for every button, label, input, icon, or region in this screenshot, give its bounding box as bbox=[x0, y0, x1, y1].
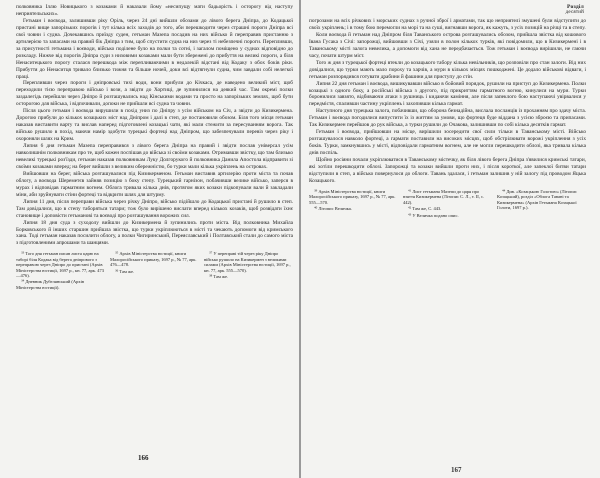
footnote bbox=[497, 189, 586, 211]
footnote bbox=[403, 206, 492, 211]
paragraph: Перепливши через пороги і дніпровські тихі води, вони прибули до Кічкаса, де наведено великий міст, щоб переходили тією переправою військо і вози, а звідти до Хортиці, де зупинилися на деякий час. Там окремі полки заздалегідь перейшли через Дніпро й розташувались над Кінськими водами та просто на запорізьких землях, щоб бути осторогою для війська, і відпочивали, допоки не прийшли всі судна та човни. bbox=[16, 80, 293, 108]
footnote-text: Архів Міністерства юстиції, книги Малоросійського приказу, 1697 р., № 77, арк. 555—570. bbox=[309, 188, 396, 205]
footnote bbox=[16, 279, 105, 290]
footnote-number: 44 bbox=[502, 188, 506, 193]
footnote bbox=[16, 251, 105, 278]
footnote-text: Літопис Величка. bbox=[318, 206, 352, 212]
right-page-number: 167 bbox=[451, 466, 462, 474]
paragraph: Липня 22 дня гетьман і воєвода, вишикувавши військо в бойовий порядок, рушили на приступ до Кизикермена. Полки козацькі з одного боку, а російські війська з другого, під прикриттям гарматного вогню, кинулися на мури. Турки боронилися завзято, відбиваючи атаки з рушниць і кидаючи каміння, але після запеклого бою наступаючі увірвалися у передмістя, спаливши частину укріплень і захопивши кілька гармат. bbox=[309, 80, 586, 108]
footnote-number: 38 bbox=[209, 273, 213, 278]
footnote-text: Дневник Дубелянський (Архів Міністерства юстиції). bbox=[16, 279, 85, 290]
running-head-title: Розділ bbox=[567, 4, 584, 10]
footnote bbox=[110, 251, 199, 267]
footnote-text: Лист гетьмана Мазепи до царя про взяття Кизикермена (Літопис С. Л., т. II, с. 442). bbox=[403, 188, 485, 205]
footnote bbox=[309, 206, 398, 211]
footnote-text: Там же. bbox=[213, 273, 229, 279]
paragraph: Липня 11 дня, після переправи війська через річку Дніпро, військо підійшло до Кодацької пристані й рушило в степ. Там довідалися, що в степу таборяться татари; тож було вирішено вислати вперед кількох козаків, щоб розвідати їхнє становище і доповісти гетьманові та воєводі про розташування ворожих сил. bbox=[16, 198, 293, 219]
footnote bbox=[204, 251, 293, 273]
paragraph: Наступного дня турецька залога, побачивши, що оборона безнадійна, вислала посланців із проханням про здачу міста. Гетьман і воєвода погодилися випустити їх із життям за умови, що фортеця буде віддана з усією зброєю та припасами. Так Кизикермен перейшов до рук війська, а турки рушили до Очакова, залишивши по собі кілька десятків гармат. bbox=[309, 108, 586, 129]
footnote-number: 42 bbox=[408, 205, 412, 210]
footnote-column bbox=[403, 189, 492, 219]
footnote-text: У переправі тій через ріку Дніпро військо рушило на Кизикермен з великими силами (Архів Міністерства юстиції, 1697 р., кн. 77, арк. 555—570). bbox=[204, 251, 291, 273]
paragraph: Гетьман і воєвода, залишивши ріку Оріль, через 24 дні вийшли обозами до лівого берега Дніпра, до Кодацької пристані вище запорізьких порогів і тут кілька всіх заходів до того, аби перешкодити через страшні пороги Дніпра всі свої човни і судна. Дочекавшись приїзду суден, гетьман Мазепа посадив на них військо й переправив пристанню з артилерією та запасами на правий бік Дніпра з тим, щоб спустити судна на низ через ті небезпечні пороги. Перепливши, за присутності гетьмана і воєводи, військо поділене було на полки та сотні, і загалом поміщено у суднах відповідно до розкладу. Нижче від порогів Дніпра суди з низовими козаками мали бути збережені до прибуття на великі пороги, а біля Ненаситецького порогу сталася перешкода між перепливаючими в недалекій відстані від Кодаку з обох боків ріки. Прибуття до Ненаситця тривало близько тижня та більше ночей, доки всі відтягнули судна, чим завдали собі нелегкої праці. bbox=[16, 17, 293, 80]
footnote-number: 39 bbox=[314, 188, 318, 193]
footnote-column bbox=[497, 189, 586, 219]
left-page-footnotes bbox=[16, 251, 293, 291]
footnote-number: 33 bbox=[21, 250, 25, 255]
footnote-column bbox=[110, 251, 199, 291]
footnote bbox=[309, 189, 398, 205]
paragraph: погрозами на всіх річкових і морських суднах з ручної зброї і арматами, так що неприятелі змушені були відступити до своїх укріплень; і в тому бою перемогли на морі та на суші, вигнавши ворога, як кажуть, з усіх позицій на річці та в степу. bbox=[309, 18, 586, 31]
footnote-number: 41 bbox=[408, 188, 412, 193]
footnote-number: 40 bbox=[314, 205, 318, 210]
footnote-text: Там же, С. 443. bbox=[412, 206, 442, 212]
footnote-column bbox=[309, 189, 398, 219]
footnote-number: 34 bbox=[21, 278, 25, 283]
running-head-subtitle: десятий bbox=[565, 10, 584, 15]
paragraph: Липня 6 дня гетьман Мазепа переправився з лівого берега Дніпра на правий і звідти послав універсал усім навколишнім полковникам про те, щоб кожен поспішав до війська зі своїми козаками. Отримавши звістку, що там близько невеликі турецькі роз'їзди, гетьман наказав полковникам Луку Долгорукого й полковника Данила Апостола відправити зі своїми козаками вперед; на берег вийшли з великим обережністю, бо турки мали кілька укріплень на островах. bbox=[16, 143, 293, 170]
right-page-body-text bbox=[309, 18, 586, 185]
footnote-text: Там же. bbox=[119, 268, 135, 274]
footnote-column bbox=[204, 251, 293, 291]
footnote-number: 36 bbox=[115, 268, 119, 273]
paragraph: Того ж дня з турецької фортеці втекли до козацького табору кілька невільників, що розповіли про стан залоги. Від них довідалися, що турки мають мало пороху та харчів, а мури в кількох місцях пошкоджені. Це додало військові відваги, і гетьман розпорядився готувати драбини й фашини для приступу до стін. bbox=[309, 59, 586, 80]
right-page-footnotes bbox=[309, 189, 586, 219]
paragraph: Липня 18 дня суда з суходолу вийшли до Кизикермена й зупинились проти міста. Від полковника Михайла Борковського й інших старшин прийшла звістка, що турки укріплюються в місті та чекають допомоги від кримського хана. Тоді гетьман наказав посилити облогу, а полки Чигиринський, Переяславський і Полтавський стали до самого міста з підготовленими апрошами та шанцями. bbox=[16, 219, 293, 247]
footnote bbox=[110, 269, 199, 274]
paragraph: полковника Іллю Новицького з козаками й наказали йому «несипущу мати бадьорість і осторогу від наступу неприятельських». bbox=[16, 4, 293, 17]
right-page bbox=[301, 0, 600, 478]
footnote bbox=[403, 189, 492, 205]
paragraph: Щойно росіяни почали укріплюватися в Таванському містечку, як біля лівого берега Дніпра з'явилися кримські татари, які хотіли перешкодити облозі. Запорожці та козаки вийшли проти них, і після короткої, але запеклої битви татари відступили в степ, а військо повернулося до облоги. Тавань здалася, і гетьман залишив у ній залогу під проводом Яцька Козацького. bbox=[309, 157, 586, 184]
running-head bbox=[309, 4, 584, 16]
left-page-number: 166 bbox=[138, 454, 149, 462]
footnote bbox=[403, 213, 492, 218]
footnote-number: 35 bbox=[115, 250, 119, 255]
footnote-text: Див. «Козацькою Голотою» (Літопис Козацький), розділ «Облога Тавані та Кизикермена» (Архів Гетьмана Козацької Голоти, 1697 р.). bbox=[497, 188, 577, 211]
paragraph: Після цього гетьман і воєвода вирушили в похід униз по Дніпру з усім військом на Січ, а звідти до Кизикермена. Дорогою прибули до кількох козацьких міст над Дніпром і далі в степ, де постановили обозом. Біля того місця гетьман наказав виставити варту та вислав наперед підготовлені козацькі чати, які мали стежити за пересуванням ворога. Так військо рушило в похід, маючи намір здобути турецькі фортеці над Дніпром, що забезпечували перевіз через ріку і охороняли шлях на Крим. bbox=[16, 108, 293, 143]
footnote-text: У Величка подано опис. bbox=[412, 212, 459, 218]
paragraph: Коли воєвода й гетьман над Дніпром біля Таванського острова розташувались обозом, прийшла звістка від кошового Івана Гусака з Січі: запорожці, вийшовши з Січі, узяли в полон кількох турків, які повідомили, що в Кизикермені і в Таванському місті залога невелика, а допомоги від хана не передбачається. Тож гетьман і воєвода вирішили, не гаючи часу, почати штурм міст. bbox=[309, 31, 586, 59]
footnote bbox=[204, 274, 293, 279]
left-page bbox=[0, 0, 299, 478]
paragraph: Вийшовши на берег, війська розташувалися під Кизикерменом. Гетьман виставив артилерію проти міста та почав облогу, а воєвода Шереметєв зайняв позицію з боку степу. Турецький гарнізон, побачивши велике військо, заперся в мурах і відповідав гарматним вогнем. Облога тривала кілька днів, протягом яких козаки підкопували вали й закладали міни, аби зруйнувати стіни фортеці та відкрити шлях для штурму. bbox=[16, 170, 293, 198]
footnote-number: 43 bbox=[408, 212, 412, 216]
left-page-body-text bbox=[16, 4, 293, 247]
footnote-column bbox=[16, 251, 105, 291]
paragraph: Гетьман і воєвода, прийшовши на місце, вирішили зосередити свої сили тільки в Таванському місті. Військо розташувалося навколо фортеці, а гармати поставили на високих місцях, щоб обстрілювати ворожі укріплення з усіх боків. Турки, замкнувшись у місті, відповідали гарматним вогнем, але не могли перешкодити облозі, яка тривала кілька днів поспіль. bbox=[309, 129, 586, 157]
footnote-number: 37 bbox=[209, 250, 213, 255]
footnote-text: Того дня гетьман писав листа царю на таборі біля Кодака від берега дніпрового з переправою через Дніпро до пристані (Архів Міністерства юстиції, 1697 р., кн. 77, арк. 473—476). bbox=[16, 251, 104, 278]
footnote-text: Архів Міністерства юстиції, книги Малоросійського приказу, 1697 р., № 77, арк. 476—478. bbox=[110, 251, 197, 268]
